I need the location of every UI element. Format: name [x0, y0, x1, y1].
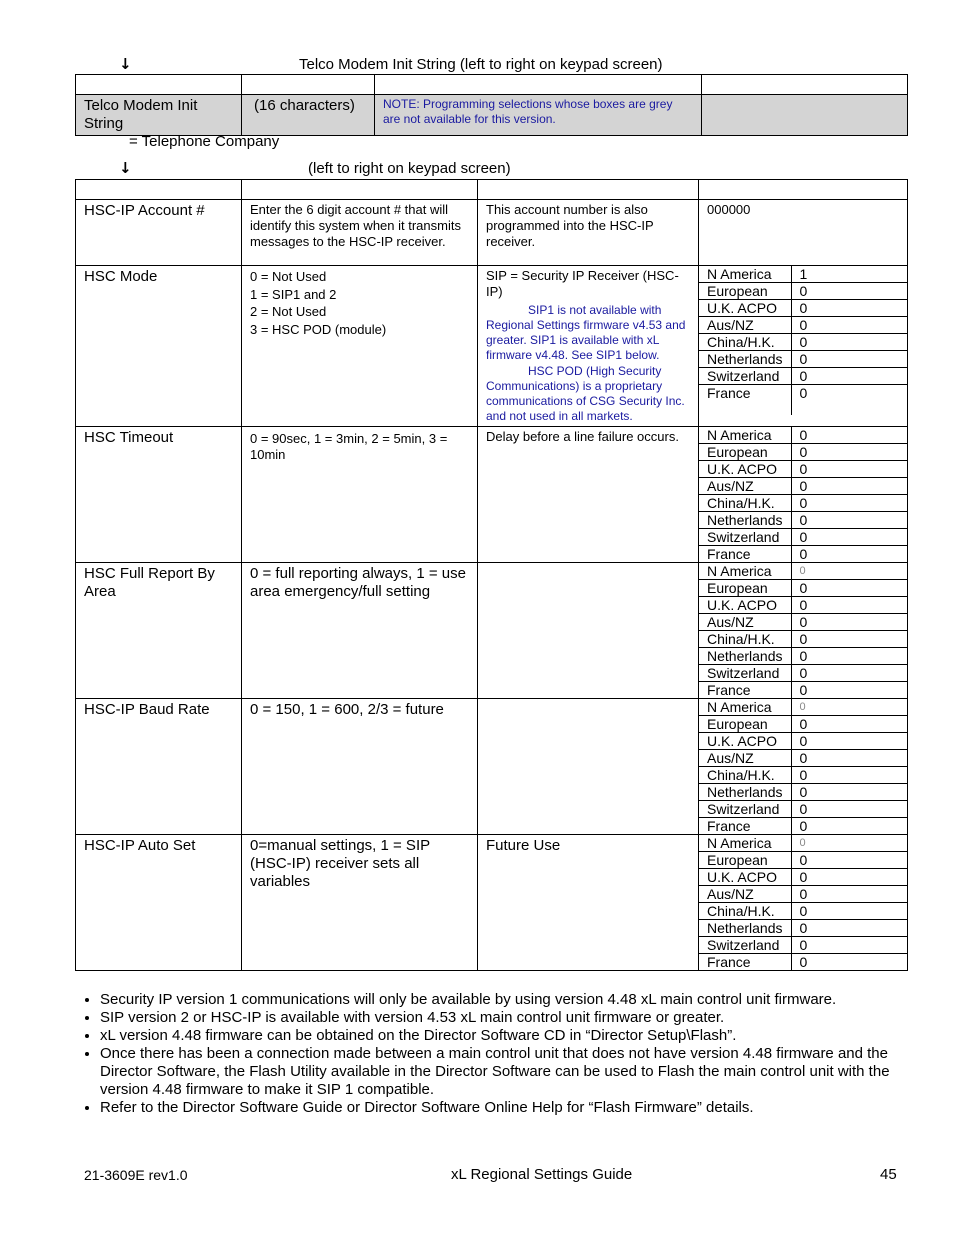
- region-row: [699, 427, 907, 444]
- region-name: U.K. ACPO: [699, 733, 791, 750]
- region-value: 0: [791, 368, 907, 385]
- region-defaults: [699, 266, 907, 415]
- region-value: 0: [791, 682, 907, 699]
- region-row: [699, 682, 907, 699]
- region-name: Switzerland: [699, 665, 791, 682]
- region-defaults: [699, 427, 907, 562]
- region-row: [699, 886, 907, 903]
- setting-description: [478, 699, 698, 703]
- region-value: 0: [791, 461, 907, 478]
- region-row: [699, 835, 907, 852]
- region-row: [699, 283, 907, 300]
- region-row: [699, 317, 907, 334]
- region-row: [699, 580, 907, 597]
- region-name: European: [699, 580, 791, 597]
- table-header-row: [76, 75, 908, 95]
- region-value: 0: [791, 529, 907, 546]
- region-name: France: [707, 385, 751, 401]
- region-name: Aus/NZ: [699, 317, 791, 334]
- region-defaults: [699, 835, 907, 970]
- region-value: 0: [791, 334, 907, 351]
- region-value: 0: [791, 563, 907, 580]
- region-name: European: [699, 444, 791, 461]
- region-name: Netherlands: [699, 512, 791, 529]
- region-value: 0: [791, 869, 907, 886]
- region-row: [699, 546, 907, 563]
- section-title: Telco Modem Init String (left to right on keypad screen): [299, 56, 663, 73]
- region-name: Aus/NZ: [699, 478, 791, 495]
- setting-name: Telco Modem Init String: [84, 97, 198, 132]
- page-number: 45: [880, 1166, 897, 1183]
- region-name: European: [699, 852, 791, 869]
- region-name: N America: [699, 266, 791, 283]
- table-row: [76, 95, 908, 136]
- region-row: [699, 334, 907, 351]
- setting-name: HSC-IP Auto Set: [84, 837, 196, 854]
- range-line: 2 = Not Used: [250, 304, 327, 319]
- region-value: 0: [791, 954, 907, 971]
- region-name: China/H.K.: [699, 903, 791, 920]
- setting-range: Enter the 6 digit account # that will identify this system when it transmits messages to the HSC-IP receiver.: [250, 202, 461, 249]
- table-row: [76, 699, 908, 835]
- list-item: • Refer to the Director Software Guide or Director Software Online Help for “Flash Firmware” details.: [100, 1099, 920, 1117]
- region-row: [699, 920, 907, 937]
- region-row: [699, 368, 907, 385]
- setting-name: HSC Full Report By Area: [84, 565, 215, 600]
- region-value: 0: [791, 351, 907, 368]
- region-value: 0: [791, 903, 907, 920]
- region-row: [699, 300, 907, 317]
- region-name: European: [699, 283, 791, 300]
- region-row: [699, 529, 907, 546]
- region-value: 0: [791, 478, 907, 495]
- table-row: [76, 563, 908, 699]
- region-row: [699, 716, 907, 733]
- region-row: [699, 818, 907, 835]
- region-name: France: [707, 682, 751, 698]
- region-row: [699, 385, 907, 416]
- setting-range: 0 = full reporting always, 1 = use area emergency/full setting: [250, 565, 466, 600]
- setting-range: 0 = 90sec, 1 = 3min, 2 = 5min, 3 = 10min: [250, 431, 448, 462]
- setting-description: SIP = Security IP Receiver (HSC-IP): [486, 268, 679, 299]
- table-row: [76, 200, 908, 266]
- region-value: 0: [791, 767, 907, 784]
- region-value: 0: [791, 937, 907, 954]
- region-value: 0: [791, 716, 907, 733]
- region-row: [699, 767, 907, 784]
- region-name: China/H.K.: [699, 334, 791, 351]
- region-row: [699, 351, 907, 368]
- region-name: European: [699, 716, 791, 733]
- region-row: [699, 512, 907, 529]
- range-line: 3 = HSC POD (module): [250, 321, 387, 337]
- list-item: • Security IP version 1 communications will only be available by using version 4.48 xL main control unit firmware.: [100, 991, 920, 1009]
- region-value: 0: [791, 750, 907, 767]
- setting-default: 000000: [707, 202, 751, 217]
- region-row: [699, 444, 907, 461]
- region-row: [699, 852, 907, 869]
- region-name: Netherlands: [699, 784, 791, 801]
- telco-modem-table: [75, 74, 908, 136]
- region-value: 0: [791, 835, 907, 852]
- region-name: France: [707, 954, 751, 970]
- region-row: [699, 563, 907, 580]
- region-name: France: [707, 546, 751, 562]
- region-value: 0: [791, 512, 907, 529]
- region-value: 0: [791, 283, 907, 300]
- grey-note: NOTE: Programming selections whose boxes are grey are not available for this version.: [383, 97, 673, 126]
- region-value: 0: [791, 665, 907, 682]
- hsc-settings-table: [75, 179, 908, 971]
- region-name: China/H.K.: [699, 495, 791, 512]
- region-defaults: [699, 699, 907, 834]
- region-value: 0: [791, 784, 907, 801]
- region-row: [699, 733, 907, 750]
- table-row: [76, 266, 908, 427]
- region-value: 0: [791, 920, 907, 937]
- region-value: 0: [791, 699, 907, 716]
- region-row: [699, 648, 907, 665]
- region-value: 0: [791, 614, 907, 631]
- region-name: N America: [699, 427, 791, 444]
- region-defaults: [699, 563, 907, 698]
- region-value: 0: [791, 300, 907, 317]
- setting-description: [478, 563, 698, 567]
- setting-name: HSC Timeout: [84, 429, 174, 446]
- guide-title: xL Regional Settings Guide: [451, 1166, 633, 1183]
- region-name: Netherlands: [699, 920, 791, 937]
- region-value: 0: [791, 648, 907, 665]
- region-value: 0: [791, 886, 907, 903]
- list-item: • Once there has been a connection made between a main control unit that does not have version 4.48 firmware and the Director Software, the Flash Utility available in the Director Software can be used to Flash the main control unit with the version 4.48 firmware to make it SIP 1 compatible.: [100, 1045, 920, 1099]
- region-value: 0: [791, 444, 907, 461]
- doc-number: 21-3609E rev1.0: [84, 1167, 188, 1183]
- setting-range: (16 characters): [254, 97, 355, 114]
- region-name: Aus/NZ: [699, 886, 791, 903]
- region-name: N America: [699, 563, 791, 580]
- region-name: Aus/NZ: [699, 614, 791, 631]
- list-item: • xL version 4.48 firmware can be obtained on the Director Software CD in “Director Setup\Flash”.: [100, 1027, 920, 1045]
- region-name: U.K. ACPO: [699, 597, 791, 614]
- region-row: [699, 954, 907, 971]
- setting-description: Delay before a line failure occurs.: [486, 429, 679, 444]
- region-name: Aus/NZ: [699, 750, 791, 767]
- region-name: U.K. ACPO: [699, 300, 791, 317]
- setting-range: 0 = 150, 1 = 600, 2/3 = future: [250, 701, 444, 718]
- region-name: Switzerland: [699, 801, 791, 818]
- table-row: [76, 835, 908, 971]
- setting-description: This account number is also programmed into the HSC-IP receiver.: [486, 202, 654, 249]
- region-row: [699, 266, 907, 283]
- setting-range: 0=manual settings, 1 = SIP (HSC-IP) receiver sets all variables: [250, 837, 430, 890]
- region-value: 0: [791, 801, 907, 818]
- region-value: 0: [791, 631, 907, 648]
- notes-list: [84, 991, 920, 1117]
- region-value: 0: [791, 597, 907, 614]
- region-row: [699, 801, 907, 818]
- region-name: U.K. ACPO: [699, 461, 791, 478]
- region-value: 1: [791, 266, 907, 283]
- region-value: 0: [791, 818, 907, 835]
- region-value: 0: [791, 385, 907, 416]
- region-name: N America: [699, 699, 791, 716]
- table-row: [76, 427, 908, 563]
- region-row: [699, 478, 907, 495]
- region-row: [699, 903, 907, 920]
- table-header-row: [76, 180, 908, 200]
- region-value: 0: [791, 733, 907, 750]
- setting-description: Future Use: [486, 837, 561, 854]
- region-row: [699, 461, 907, 478]
- region-row: [699, 665, 907, 682]
- region-row: [699, 597, 907, 614]
- setting-name: HSC-IP Baud Rate: [84, 701, 210, 718]
- list-item: • SIP version 2 or HSC-IP is available with version 4.53 xL main control unit firmware or greater.: [100, 1009, 920, 1027]
- telco-footnote: = Telephone Company: [129, 133, 280, 150]
- region-value: 0: [791, 852, 907, 869]
- region-row: [699, 937, 907, 954]
- down-arrow-icon: ↓: [119, 159, 132, 177]
- region-name: Netherlands: [699, 648, 791, 665]
- region-row: [699, 631, 907, 648]
- region-name: China/H.K.: [699, 631, 791, 648]
- hsc-pod-note: HSC POD (High Security Communications) is a proprietary communications of CSG Security Inc. and not used in all markets.: [486, 364, 685, 423]
- region-value: 0: [791, 427, 907, 444]
- region-row: [699, 614, 907, 631]
- region-name: France: [707, 818, 751, 834]
- region-row: [699, 784, 907, 801]
- region-row: [699, 869, 907, 886]
- sip1-note: SIP1 is not available with Regional Settings firmware v4.53 and greater. SIP1 is available with xL firmware v4.48. See SIP1 below.: [486, 303, 686, 362]
- setting-name: HSC Mode: [84, 268, 158, 285]
- region-name: Switzerland: [699, 937, 791, 954]
- region-value: 0: [791, 580, 907, 597]
- down-arrow-icon: ↓: [119, 55, 132, 73]
- region-value: 0: [791, 317, 907, 334]
- region-name: U.K. ACPO: [699, 869, 791, 886]
- region-name: Switzerland: [699, 368, 791, 385]
- region-name: Switzerland: [699, 529, 791, 546]
- range-line: 0 = Not Used: [250, 269, 327, 284]
- region-name: N America: [699, 835, 791, 852]
- region-row: [699, 495, 907, 512]
- section-title: (left to right on keypad screen): [308, 160, 511, 177]
- setting-name: HSC-IP Account #: [84, 202, 205, 219]
- range-line: 1 = SIP1 and 2: [250, 286, 337, 302]
- region-row: [699, 750, 907, 767]
- region-value: 0: [791, 495, 907, 512]
- region-name: China/H.K.: [699, 767, 791, 784]
- region-name: Netherlands: [699, 351, 791, 368]
- region-row: [699, 699, 907, 716]
- region-value: 0: [791, 546, 907, 563]
